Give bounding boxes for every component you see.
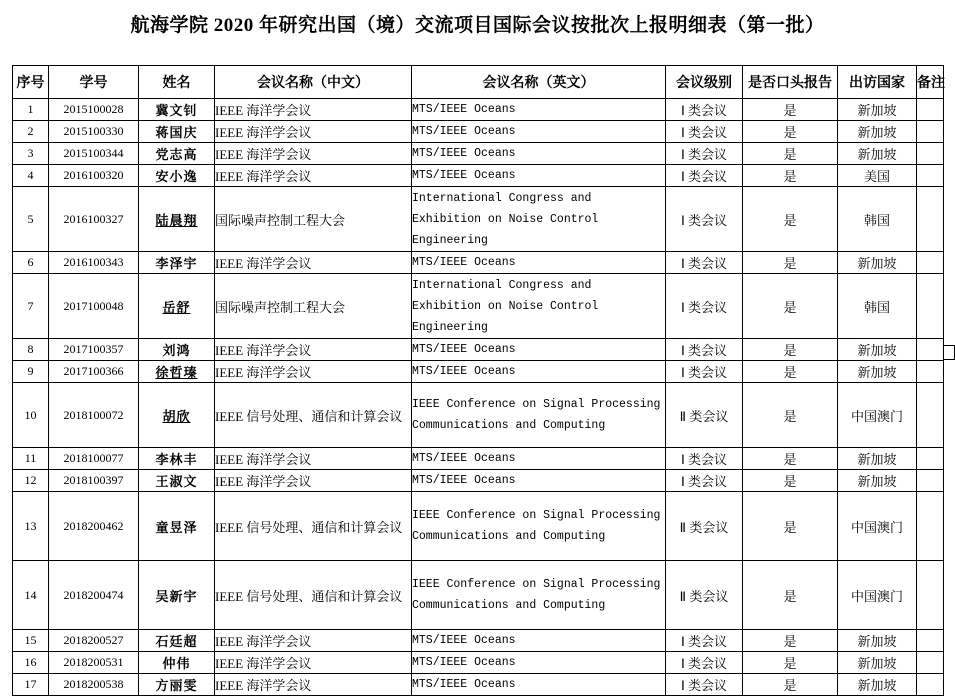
table-row xyxy=(13,492,944,561)
cell-index: 1 xyxy=(13,99,49,121)
cell-student-id: 2018200527 xyxy=(49,630,139,652)
table-row xyxy=(13,561,944,630)
cell-remark xyxy=(917,630,944,652)
table-row xyxy=(13,470,944,492)
cell-conference-cn: IEEE 海洋学会议 xyxy=(215,361,412,383)
cell-country: 新加坡 xyxy=(838,99,917,121)
table-row xyxy=(13,383,944,448)
cell-name: 仲伟 xyxy=(139,652,215,674)
cell-country: 新加坡 xyxy=(838,470,917,492)
cell-index: 10 xyxy=(13,383,49,448)
cell-conference-cn: IEEE 信号处理、通信和计算会议 xyxy=(215,561,412,630)
table-row xyxy=(13,143,944,165)
column-header-student-id: 学号 xyxy=(49,66,139,99)
table-header xyxy=(13,66,944,99)
cell-oral-report: 是 xyxy=(743,448,838,470)
name-underline: 徐哲瑧 xyxy=(155,365,198,380)
cell-conference-en: MTS/IEEE Oceans xyxy=(412,99,666,121)
cell-conference-cn: 国际噪声控制工程大会 xyxy=(215,274,412,339)
cell-oral-report: 是 xyxy=(743,630,838,652)
cell-country: 新加坡 xyxy=(838,652,917,674)
table-row xyxy=(13,674,944,696)
cell-conference-cn: 国际噪声控制工程大会 xyxy=(215,187,412,252)
column-header-level: 会议级别 xyxy=(666,66,743,99)
cell-student-id: 2017100357 xyxy=(49,339,139,361)
cell-conference-cn: IEEE 海洋学会议 xyxy=(215,339,412,361)
cell-remark xyxy=(917,674,944,696)
cell-oral-report: 是 xyxy=(743,561,838,630)
table-row xyxy=(13,448,944,470)
cell-country: 新加坡 xyxy=(838,630,917,652)
cell-oral-report: 是 xyxy=(743,674,838,696)
cell-remark xyxy=(917,165,944,187)
cell-oral-report: 是 xyxy=(743,492,838,561)
cell-conference-en: MTS/IEEE Oceans xyxy=(412,361,666,383)
cell-conference-cn: IEEE 海洋学会议 xyxy=(215,470,412,492)
cell-conference-cn: IEEE 海洋学会议 xyxy=(215,143,412,165)
cell-student-id: 2017100048 xyxy=(49,274,139,339)
table-row xyxy=(13,99,944,121)
column-header-conference-cn: 会议名称（中文） xyxy=(215,66,412,99)
cell-conference-en: MTS/IEEE Oceans xyxy=(412,339,666,361)
cell-student-id: 2018200474 xyxy=(49,561,139,630)
cell-level: Ⅰ 类会议 xyxy=(666,361,743,383)
name-underline: 胡欣 xyxy=(162,408,191,424)
cell-student-id: 2015100330 xyxy=(49,121,139,143)
page-title: 航海学院 2020 年研究出国（境）交流项目国际会议按批次上报明细表（第一批） xyxy=(130,15,825,36)
cell-student-id: 2018100397 xyxy=(49,470,139,492)
cell-level: Ⅰ 类会议 xyxy=(666,187,743,252)
cell-remark xyxy=(917,470,944,492)
column-header-index: 序号 xyxy=(13,66,49,99)
cell-remark xyxy=(917,448,944,470)
cell-oral-report: 是 xyxy=(743,252,838,274)
cell-oral-report: 是 xyxy=(743,470,838,492)
table-row xyxy=(13,652,944,674)
cell-index: 5 xyxy=(13,187,49,252)
cell-level: Ⅱ 类会议 xyxy=(666,492,743,561)
cell-country: 新加坡 xyxy=(838,448,917,470)
table-row xyxy=(13,121,944,143)
column-header-country: 出访国家 xyxy=(838,66,917,99)
column-header-remark: 备注 xyxy=(917,66,944,99)
cell-name xyxy=(139,361,215,383)
cell-name: 童昱泽 xyxy=(139,492,215,561)
name-underline: 岳舒 xyxy=(162,299,191,315)
cell-student-id: 2018200462 xyxy=(49,492,139,561)
cell-name: 刘鸿 xyxy=(139,339,215,361)
table-row xyxy=(13,339,944,361)
cell-index: 4 xyxy=(13,165,49,187)
cell-country: 新加坡 xyxy=(838,252,917,274)
cell-student-id: 2018100077 xyxy=(49,448,139,470)
cell-index: 7 xyxy=(13,274,49,339)
cell-index: 14 xyxy=(13,561,49,630)
cell-remark xyxy=(917,99,944,121)
table-row xyxy=(13,361,944,383)
cell-conference-cn: IEEE 海洋学会议 xyxy=(215,674,412,696)
cell-country: 中国澳门 xyxy=(838,492,917,561)
cell-conference-cn: IEEE 海洋学会议 xyxy=(215,252,412,274)
cell-conference-cn: IEEE 信号处理、通信和计算会议 xyxy=(215,383,412,448)
cell-remark xyxy=(917,187,944,252)
cell-conference-cn: IEEE 信号处理、通信和计算会议 xyxy=(215,492,412,561)
cell-conference-en: IEEE Conference on Signal Processing Communications and Computing xyxy=(412,561,666,630)
cell-conference-en: MTS/IEEE Oceans xyxy=(412,121,666,143)
cell-level: Ⅰ 类会议 xyxy=(666,121,743,143)
cell-name xyxy=(139,383,215,448)
cell-student-id: 2017100366 xyxy=(49,361,139,383)
cell-remark xyxy=(917,143,944,165)
cell-conference-en: International Congress and Exhibition on Noise Control Engineering xyxy=(412,274,666,339)
cell-name xyxy=(139,274,215,339)
cell-name xyxy=(139,187,215,252)
cell-oral-report: 是 xyxy=(743,652,838,674)
cell-level: Ⅰ 类会议 xyxy=(666,252,743,274)
cell-student-id: 2015100344 xyxy=(49,143,139,165)
cell-name: 蒋国庆 xyxy=(139,121,215,143)
cell-conference-cn: IEEE 海洋学会议 xyxy=(215,652,412,674)
cell-conference-en: MTS/IEEE Oceans xyxy=(412,470,666,492)
column-header-oral-report: 是否口头报告 xyxy=(743,66,838,99)
cell-conference-cn: IEEE 海洋学会议 xyxy=(215,165,412,187)
cell-level: Ⅰ 类会议 xyxy=(666,674,743,696)
cell-level: Ⅰ 类会议 xyxy=(666,99,743,121)
cell-level: Ⅱ 类会议 xyxy=(666,561,743,630)
cell-conference-en: MTS/IEEE Oceans xyxy=(412,143,666,165)
table-body xyxy=(13,99,944,696)
cell-oral-report: 是 xyxy=(743,121,838,143)
table-row xyxy=(13,187,944,252)
cell-level: Ⅰ 类会议 xyxy=(666,274,743,339)
cell-student-id: 2018100072 xyxy=(49,383,139,448)
cell-country: 韩国 xyxy=(838,187,917,252)
cell-oral-report: 是 xyxy=(743,99,838,121)
cell-level: Ⅰ 类会议 xyxy=(666,630,743,652)
table-container xyxy=(12,65,943,696)
cell-country: 美国 xyxy=(838,165,917,187)
cell-name: 方丽雯 xyxy=(139,674,215,696)
cell-remark xyxy=(917,361,944,383)
table-header-row xyxy=(13,66,944,99)
cell-remark xyxy=(917,492,944,561)
cell-student-id: 2018200531 xyxy=(49,652,139,674)
table-row xyxy=(13,252,944,274)
cell-oral-report: 是 xyxy=(743,165,838,187)
cell-country: 中国澳门 xyxy=(838,383,917,448)
cell-index: 16 xyxy=(13,652,49,674)
cell-remark xyxy=(917,561,944,630)
cell-conference-en: MTS/IEEE Oceans xyxy=(412,674,666,696)
cell-remark xyxy=(917,383,944,448)
cell-student-id: 2018200538 xyxy=(49,674,139,696)
cell-name: 李林丰 xyxy=(139,448,215,470)
cell-country: 新加坡 xyxy=(838,339,917,361)
cell-remark xyxy=(917,274,944,339)
cell-conference-cn: IEEE 海洋学会议 xyxy=(215,630,412,652)
cell-remark xyxy=(917,339,944,361)
cell-name: 冀文钊 xyxy=(139,99,215,121)
cell-level: Ⅰ 类会议 xyxy=(666,470,743,492)
table-row xyxy=(13,630,944,652)
cell-student-id: 2015100028 xyxy=(49,99,139,121)
cell-index: 15 xyxy=(13,630,49,652)
cell-index: 8 xyxy=(13,339,49,361)
cell-level: Ⅰ 类会议 xyxy=(666,652,743,674)
cell-student-id: 2016100343 xyxy=(49,252,139,274)
cell-name: 石廷超 xyxy=(139,630,215,652)
cell-name: 李泽宇 xyxy=(139,252,215,274)
cell-remark xyxy=(917,652,944,674)
cell-index: 3 xyxy=(13,143,49,165)
table-row xyxy=(13,165,944,187)
table-row xyxy=(13,274,944,339)
cell-oral-report: 是 xyxy=(743,383,838,448)
cell-oral-report: 是 xyxy=(743,361,838,383)
cell-country: 中国澳门 xyxy=(838,561,917,630)
cell-oral-report: 是 xyxy=(743,143,838,165)
cell-conference-en: MTS/IEEE Oceans xyxy=(412,630,666,652)
cell-country: 韩国 xyxy=(838,274,917,339)
cell-conference-en: IEEE Conference on Signal Processing Communications and Computing xyxy=(412,492,666,561)
cell-conference-en: MTS/IEEE Oceans xyxy=(412,252,666,274)
cell-country: 新加坡 xyxy=(838,121,917,143)
cell-country: 新加坡 xyxy=(838,674,917,696)
cell-conference-cn: IEEE 海洋学会议 xyxy=(215,99,412,121)
cell-conference-cn: IEEE 海洋学会议 xyxy=(215,448,412,470)
name-underline: 陆晨翔 xyxy=(155,212,198,228)
cell-index: 9 xyxy=(13,361,49,383)
column-header-conference-en: 会议名称（英文） xyxy=(412,66,666,99)
cell-conference-en: MTS/IEEE Oceans xyxy=(412,652,666,674)
column-header-name: 姓名 xyxy=(139,66,215,99)
cell-conference-en: MTS/IEEE Oceans xyxy=(412,448,666,470)
cell-index: 13 xyxy=(13,492,49,561)
cell-oral-report: 是 xyxy=(743,274,838,339)
cell-student-id: 2016100327 xyxy=(49,187,139,252)
conference-report-table xyxy=(12,65,944,696)
cell-level: Ⅰ 类会议 xyxy=(666,448,743,470)
cell-name: 安小逸 xyxy=(139,165,215,187)
cell-country: 新加坡 xyxy=(838,143,917,165)
cell-remark xyxy=(917,121,944,143)
cell-name: 吴新宇 xyxy=(139,561,215,630)
cell-index: 2 xyxy=(13,121,49,143)
cell-conference-en: IEEE Conference on Signal Processing Communications and Computing xyxy=(412,383,666,448)
cell-oral-report: 是 xyxy=(743,339,838,361)
cell-index: 11 xyxy=(13,448,49,470)
cell-level: Ⅱ 类会议 xyxy=(666,383,743,448)
cell-level: Ⅰ 类会议 xyxy=(666,165,743,187)
cell-index: 6 xyxy=(13,252,49,274)
cell-index: 17 xyxy=(13,674,49,696)
cell-student-id: 2016100320 xyxy=(49,165,139,187)
cell-oral-report: 是 xyxy=(743,187,838,252)
cell-level: Ⅰ 类会议 xyxy=(666,143,743,165)
cell-conference-en: International Congress and Exhibition on Noise Control Engineering xyxy=(412,187,666,252)
cell-name: 党志高 xyxy=(139,143,215,165)
cell-conference-cn: IEEE 海洋学会议 xyxy=(215,121,412,143)
cell-name: 王淑文 xyxy=(139,470,215,492)
cell-country: 新加坡 xyxy=(838,361,917,383)
cell-level: Ⅰ 类会议 xyxy=(666,339,743,361)
cell-remark xyxy=(917,252,944,274)
cell-conference-en: MTS/IEEE Oceans xyxy=(412,165,666,187)
cell-index: 12 xyxy=(13,470,49,492)
